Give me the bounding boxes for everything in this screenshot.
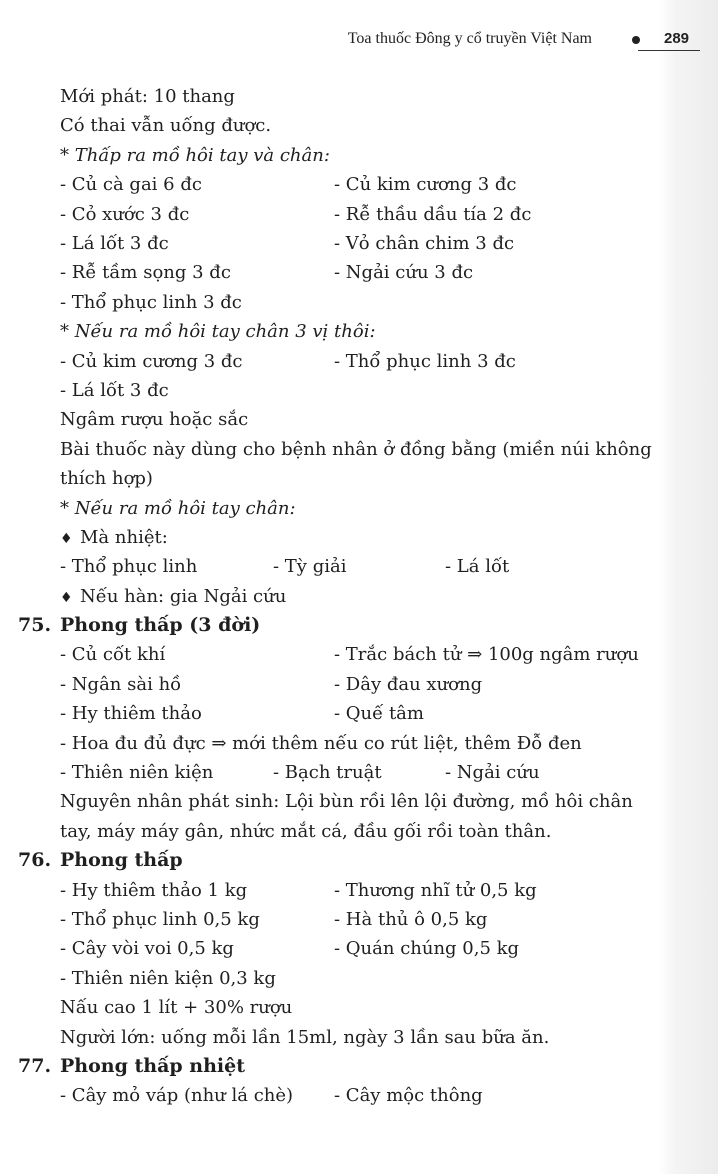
ingredient: - Lá lốt 3 đc: [60, 379, 169, 401]
section-title: Phong thấp: [60, 849, 183, 872]
bullet-text: Nếu hàn: gia Ngải cứu: [80, 585, 287, 607]
book-title: Toa thuốc Đông y cổ truyền Việt Nam: [347, 30, 592, 47]
ingredient-row: [0, 934, 660, 963]
ingredient: - Hà thủ ô 0,5 kg: [334, 909, 488, 930]
ingredient: - Thiên niên kiện: [60, 762, 214, 784]
ingredient: - Thổ phục linh 3 đc: [334, 350, 516, 372]
text-line: Mới phát: 10 thang: [60, 86, 235, 107]
ingredient: - Quán chúng 0,5 kg: [334, 938, 520, 960]
ingredient: - Thổ phục linh 0,5 kg: [60, 909, 260, 930]
ingredient: - Dây đau xương: [334, 673, 483, 695]
ingredient-row: [0, 670, 660, 699]
bullet-item: [0, 582, 660, 611]
bullet-text: Mà nhiệt:: [80, 526, 168, 548]
ingredient: - Hy thiêm thảo: [60, 703, 202, 725]
ingredient-row: [0, 876, 660, 905]
ingredient: - Củ cà gai 6 đc: [60, 174, 202, 196]
ingredient: - Củ cốt khí: [60, 644, 166, 666]
ingredient: - Cây mộc thông: [334, 1085, 483, 1107]
section-heading-77: [0, 1052, 660, 1081]
ingredient: - Củ kim cương 3 đc: [60, 350, 243, 372]
ingredient-row: [0, 640, 660, 669]
section-number: 76.: [18, 849, 52, 872]
ingredient-row: [0, 200, 660, 229]
ingredient: - Tỳ giải: [273, 556, 347, 578]
section-heading-76: [0, 846, 660, 875]
subsection-title: * Thấp ra mồ hôi tay và chân:: [60, 144, 330, 166]
text-line: Có thai vẫn uống được.: [60, 115, 272, 137]
ingredient: - Thổ phục linh: [60, 556, 198, 578]
ingredient: - Củ kim cương 3 đc: [334, 174, 517, 196]
ingredient-row: [0, 552, 660, 581]
ingredient-row: [0, 347, 660, 376]
ingredient: - Ngân sài hồ: [60, 673, 182, 695]
diamond-bullet-icon: ♦: [60, 530, 73, 547]
ingredient: - Thổ phục linh 3 đc: [60, 291, 242, 313]
text-line: Người lớn: uống mỗi lần 15ml, ngày 3 lần sau bữa ăn.: [60, 1026, 550, 1048]
page-content: [0, 82, 660, 1111]
ingredient: - Cỏ xước 3 đc: [60, 203, 190, 225]
ingredient: - Hy thiêm thảo 1 kg: [60, 879, 248, 901]
ingredient-row: [0, 699, 660, 728]
ingredient: - Vỏ chân chim 3 đc: [334, 232, 515, 254]
ingredient-row: [0, 758, 660, 787]
ingredient-row: [0, 1081, 660, 1110]
text-line: Nấu cao 1 lít + 30% rượu: [60, 997, 293, 1019]
section-title: Phong thấp nhiệt: [60, 1054, 245, 1077]
bullet-item: [0, 523, 660, 552]
text-paragraph: Bài thuốc này dùng cho bệnh nhân ở đồng bằng (miền núi không thích hợp): [60, 438, 652, 490]
ingredient-row: [0, 905, 660, 934]
header-dot-icon: [632, 36, 640, 44]
ingredient: - Lá lốt 3 đc: [60, 232, 169, 254]
ingredient: - Quế tâm: [334, 703, 424, 725]
ingredient: - Cây mỏ váp (như lá chè): [60, 1085, 294, 1107]
ingredient: - Hoa đu đủ đực ⇒ mới thêm nếu co rút liệt, thêm Đỗ đen: [60, 732, 582, 754]
ingredient: - Thương nhĩ tử 0,5 kg: [334, 879, 537, 901]
ingredient: - Thiên niên kiện 0,3 kg: [60, 967, 276, 989]
ingredient: - Rễ thầu dầu tía 2 đc: [334, 203, 532, 225]
ingredient-row: [0, 229, 660, 258]
ingredient-row: [0, 258, 660, 287]
header-rule: [638, 50, 700, 51]
ingredient: - Cây vòi voi 0,5 kg: [60, 938, 234, 960]
ingredient: - Ngải cứu 3 đc: [334, 262, 474, 284]
ingredient: - Rễ tầm sọng 3 đc: [60, 262, 231, 284]
ingredient: - Ngải cứu: [445, 762, 540, 784]
text-line: Ngâm rượu hoặc sắc: [60, 409, 249, 431]
section-heading-75: [0, 611, 660, 640]
page-edge-shadow: [658, 0, 718, 1174]
subsection-title: * Nếu ra mồ hôi tay chân 3 vị thôi:: [60, 321, 376, 343]
ingredient: - Trắc bách tử ⇒ 100g ngâm rượu: [334, 644, 639, 666]
section-number: 75.: [18, 614, 52, 637]
ingredient-row: [0, 170, 660, 199]
section-title: Phong thấp (3 đời): [60, 614, 261, 637]
subsection-title: * Nếu ra mồ hôi tay chân:: [60, 497, 296, 519]
section-number: 77.: [18, 1054, 52, 1077]
diamond-bullet-icon: ♦: [60, 589, 73, 606]
text-paragraph: Nguyên nhân phát sinh: Lội bùn rồi lên lội đường, mồ hôi chân tay, máy máy gân, nhức mắt cá, đầu gối rồi toàn thân.: [60, 791, 633, 842]
ingredient: - Bạch truật: [273, 762, 382, 784]
running-header: [0, 30, 700, 54]
page-number: 289: [664, 30, 690, 47]
ingredient: - Lá lốt: [445, 556, 510, 578]
